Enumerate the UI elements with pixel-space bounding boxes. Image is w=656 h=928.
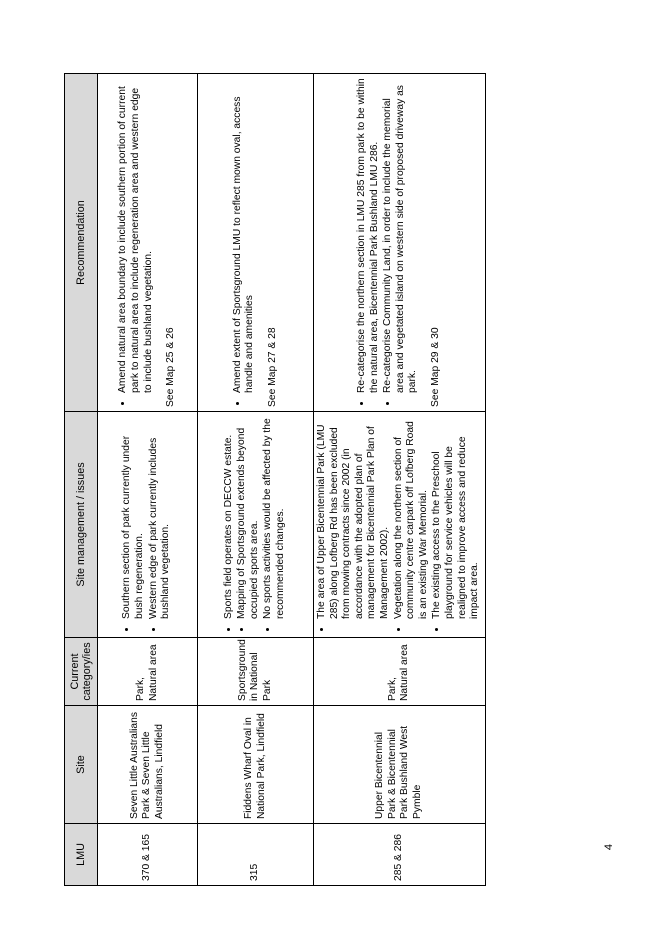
issue-item: • Vegetation along the northern section of community centre carpark off Lofberg Road is an existing War Memorial. bbox=[393, 416, 431, 619]
page-number: 4 bbox=[603, 843, 615, 851]
header-recommendation: Recommendation bbox=[65, 74, 98, 412]
cell-category: Park, Natural area bbox=[314, 638, 486, 706]
rotated-page-content bbox=[64, 74, 481, 886]
recommendation-item: • Re-categorise Community Land, in order to include the memorial area and vegetated island on western side of proposed driveway as park. bbox=[382, 78, 420, 393]
cell-lmu: 285 & 286 bbox=[314, 824, 486, 886]
map-reference: See Map 29 & 30 bbox=[430, 327, 442, 407]
table-row bbox=[198, 74, 314, 886]
cell-site: Fiddens Wharf Oval in National Park, Lindfield bbox=[198, 706, 314, 824]
cell-lmu: 315 bbox=[198, 824, 314, 886]
cell-recommendation bbox=[314, 74, 486, 412]
cell-recommendation bbox=[98, 74, 198, 412]
issue-item: • The area of Upper Bicentennial Park (LMU 285) along Lofberg Rd has been excluded from mowing contracts since 2002 (in accordance with the adopted plan of management for Bicentennial Park Plan of Management 2002). bbox=[316, 416, 392, 619]
cell-issues bbox=[198, 412, 314, 638]
header-site: Site bbox=[65, 706, 98, 824]
cell-category: Park, Natural area bbox=[98, 638, 198, 706]
map-reference: See Map 27 & 28 bbox=[266, 327, 278, 407]
cell-recommendation bbox=[198, 74, 314, 412]
header-lmu: LMU bbox=[65, 824, 98, 886]
issue-item: • Mapping of Sportsground extends beyond occupied sports area. bbox=[236, 416, 261, 619]
recommendation-item: • Re-categorise the northern section in LMU 285 from park to be within the natural area, Bicentennial Park Bushland LMU 286. bbox=[356, 78, 381, 393]
issue-item: • Sports field operates on DECCW estate. bbox=[223, 416, 236, 619]
cell-category: Sportsground in National Park bbox=[198, 638, 314, 706]
cell-issues bbox=[98, 412, 198, 638]
table-row bbox=[98, 74, 198, 886]
issue-item: • No sports activities would be affected by the recommended changes. bbox=[262, 416, 287, 619]
recommendation-item: • Amend natural area boundary to include southern portion of current park to natural area to include regeneration area and western edge to include bushland vegetation. bbox=[117, 78, 155, 393]
cell-issues bbox=[314, 412, 486, 638]
lmu-recommendations-table bbox=[64, 73, 486, 886]
issue-item: • The existing access to the Preschool playground for service vehicles will be realigned to improve access and reduce impact area. bbox=[431, 416, 481, 619]
table-header-row bbox=[65, 74, 98, 886]
table-row bbox=[314, 74, 486, 886]
issue-item: • Western edge of park currently includes bushland vegetation. bbox=[148, 416, 173, 619]
header-issues: Site management / issues bbox=[65, 412, 98, 638]
map-reference: See Map 25 & 26 bbox=[165, 327, 177, 407]
cell-site: Seven Little Australians Park & Seven Little Australians, Lindfield bbox=[98, 706, 198, 824]
cell-site: Upper Bicentennial Park & Bicentennial Park Bushland West Pymble bbox=[314, 706, 486, 824]
header-category: Current category/ies bbox=[65, 638, 98, 706]
cell-lmu: 370 & 165 bbox=[98, 824, 198, 886]
recommendation-item: • Amend extent of Sportsground LMU to reflect mown oval, access handle and amenities bbox=[232, 78, 257, 393]
issue-item: • Southern section of park currently under bush regeneration. bbox=[121, 416, 146, 619]
